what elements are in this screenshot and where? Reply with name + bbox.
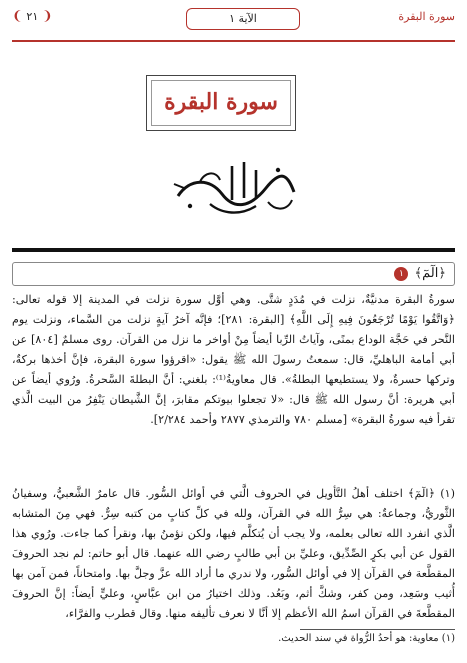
verse-number-badge: ١ (394, 267, 408, 281)
bracket-close-icon: ﴾ (414, 266, 423, 281)
footnote-rule (300, 629, 455, 630)
verse-text: الٓمٓ (422, 266, 439, 281)
verse-label-box (186, 8, 300, 30)
section-rule (12, 248, 455, 252)
page-number-group (12, 9, 53, 24)
ornament-right-icon: ❩ (12, 9, 23, 24)
ornament-left-icon: ❨ (41, 9, 53, 24)
basmala-calligraphy-icon (170, 158, 300, 224)
surah-title-cartouche (146, 75, 296, 131)
surah-title: سورة البقرة (164, 89, 278, 115)
verse-line (392, 265, 446, 283)
page-number: ٢١ (26, 10, 39, 23)
running-header-surah: سورة البقرة (398, 10, 455, 23)
verse-box (12, 262, 455, 286)
footnote: (١) معاوية: هو أحدُ الرُّواة في سند الحديث. (278, 633, 455, 644)
intro-paragraph: سورةُ البقرة مدنيَّةٌ، نزلت في مُدَدٍ شتَّى. وهي أوَّل سورة نزلت في المدينة إلا قوله تعالى: ﴿وَاتَّقُوا يَوْمًا تُرْجَعُونَ فِيهِ إِلَى اللَّهِ﴾ [البقرة: ٢٨١]؛ فإنَّه آخرُ آيةٍ نزلت من السَّماء، ونزلت يوم النَّحر في حَجَّة الوداع بمنًى، وآياتُ الرِّبا أيضاً مِنْ أواخر ما نزل من القرآن. روى مسلمٌ [٨٠٤] عن أبي أمامة الباهليِّ، قال: سمعتُ رسولَ الله ﷺ يقول: «اقرؤوا سورة البقرة، فإنَّ أخذها بركةٌ، وتركها حسرةٌ، ولا يستطيعها البطلةُ». قال معاويةُ⁽¹⁾: بلغني: أنَّ البطلةَ السَّحرةُ. ورُوي أيضاً عن أبي هريرة: أنَّ رسول الله ﷺ قال: «لا تجعلوا بيوتكم مقابرَ، إنَّ الشَّيطان يَنْفِرُ من البيت الَّذي تقرأ فيه سورةُ البقرة» [مسلم ٧٨٠ والترمذي ٢٨٧٧ وأحمد ٢/٢٨٤]. (12, 293, 455, 426)
verse-label: الآية ١ (229, 12, 257, 25)
commentary-paragraph: (١) ﴿الٓمٓ﴾ اختلف أهلُ التَّأويل في الحروف الَّتي في أوائل السُّور. قال عامرٌ الشَّعبيُّ، وسفيانُ الثَّوريُّ، وجماعةٌ: هي سِرُّ الله في القرآن، ولله في كلِّ كتابٍ من كتبه سِرٌّ. فهي مِنَ المتشابه الَّذي انفرد الله تعالى بعلمه، ولا يجب أن يُتكلَّم فيها، ولكن نؤمنُ بها، ونقرأ كما جاءت. ورُوي هذا القول عن أبي بكرٍ الصِّدِّيق، وعليِّ بن أبي طالبٍ رضي الله عنهما. قال أبو حاتم: لم نجد الحروفَ المقطَّعة في القرآن إلا في أوائل السُّور، ولا ندري ما أراد الله عزَّ وجلَّ بها. وامتحاناً، فمن آمن بها أُثيب وسَعِد، ومن كفر، وشكَّ أثم، وبَعُد. وذلك اختيارُ من ابن عبَّاسٍ، وعليٍّ أيضاً: إنَّ الحروفَ المقطَّعةَ في القرآن اسمُ الله الأعظم إلا أنَّا لا نعرف تأليفه منها. وقال قطرب والفرَّاء، (12, 487, 455, 620)
bracket-open-icon: ﴿ (438, 266, 446, 281)
header-rule (12, 40, 455, 42)
